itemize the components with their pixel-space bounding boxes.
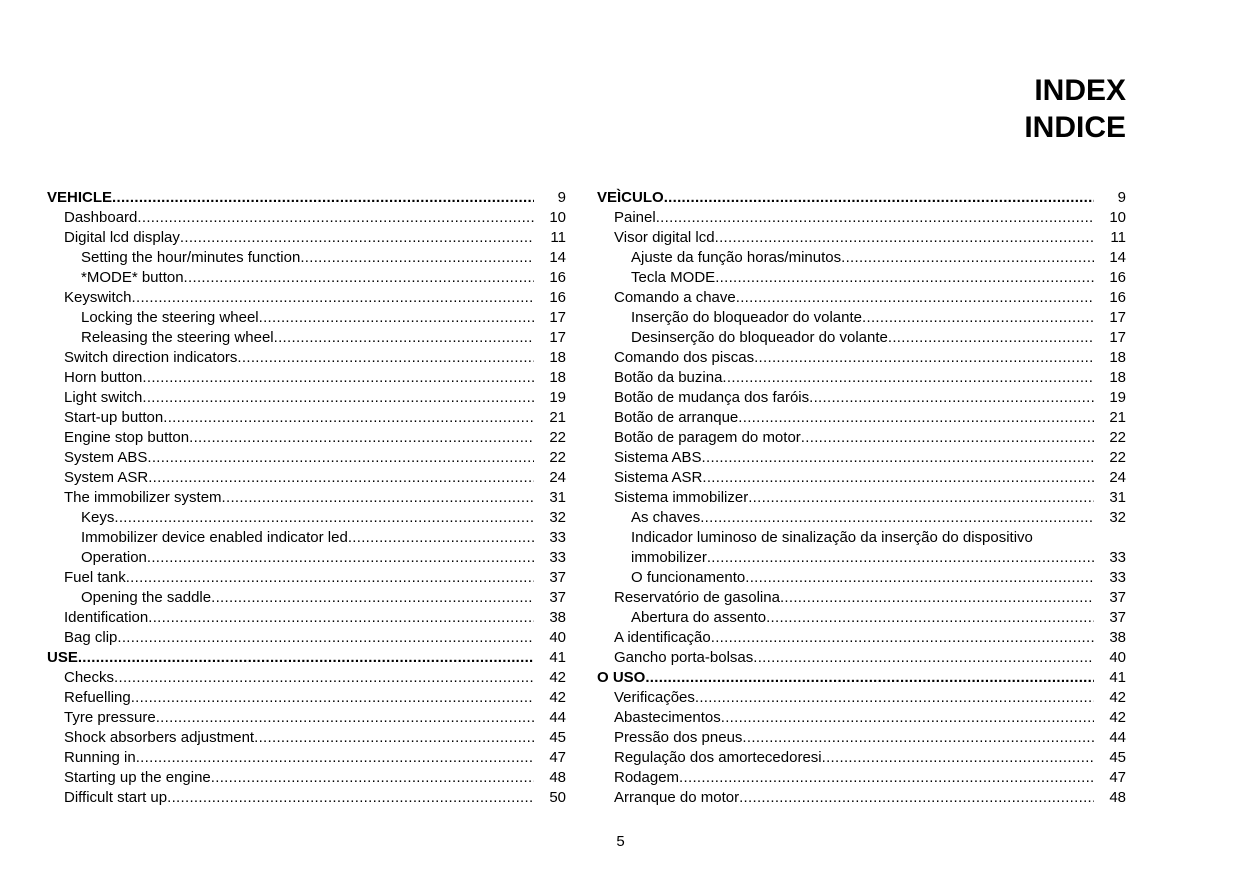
toc-entry-title: The immobilizer system — [64, 489, 222, 506]
toc-entry[interactable] — [47, 528, 566, 548]
toc-leader-dots — [664, 188, 1094, 208]
indice-title: INDICE — [1024, 111, 1126, 144]
toc-entry[interactable] — [597, 288, 1126, 308]
toc-entry-page: 33 — [549, 549, 566, 566]
toc-entry-title: Verificações — [614, 689, 695, 706]
toc-entry-page: 24 — [1109, 469, 1126, 486]
toc-leader-dots — [259, 308, 534, 328]
toc-leader-dots — [715, 228, 1094, 248]
toc-entry-page: 40 — [1109, 649, 1126, 666]
toc-entry-title: Releasing the steering wheel — [81, 329, 274, 346]
toc-entry-title: Botão da buzina — [614, 369, 723, 386]
toc-entry-page: 24 — [549, 469, 566, 486]
toc-entry[interactable] — [47, 208, 566, 228]
toc-leader-dots — [78, 648, 534, 668]
toc-entry[interactable] — [47, 768, 566, 788]
toc-entry-title: immobilizer — [631, 549, 707, 566]
toc-leader-dots — [348, 528, 534, 548]
toc-entry-page: 31 — [549, 489, 566, 506]
toc-leader-dots — [136, 748, 534, 768]
toc-entry[interactable] — [47, 348, 566, 368]
toc-entry-page: 37 — [1109, 589, 1126, 606]
toc-entry[interactable] — [47, 288, 566, 308]
toc-entry-title: Identification — [64, 609, 149, 626]
toc-leader-dots — [742, 728, 1094, 748]
toc-entry-title: Painel — [614, 209, 656, 226]
toc-entry-page: 42 — [549, 689, 566, 706]
toc-entry-page: 32 — [549, 509, 566, 526]
toc-entry-title: Indicador luminoso de sinalização da inserção do dispositivo — [631, 529, 1033, 546]
toc-entry-title: Botão de paragem do motor — [614, 429, 801, 446]
toc-entry-title: Difficult start up — [64, 789, 168, 806]
toc-entry[interactable] — [47, 708, 566, 728]
toc-leader-dots — [147, 448, 534, 468]
toc-entry[interactable] — [47, 728, 566, 748]
toc-entry-title: Immobilizer device enabled indicator led — [81, 529, 348, 546]
toc-entry-title: Reservatório de gasolina — [614, 589, 780, 606]
toc-entry[interactable] — [47, 788, 566, 808]
toc-entry[interactable] — [597, 748, 1126, 768]
toc-leader-dots — [189, 428, 534, 448]
toc-entry[interactable] — [597, 348, 1126, 368]
toc-entry-page: 40 — [549, 629, 566, 646]
toc-entry-title: Comando a chave — [614, 289, 736, 306]
toc-entry-page: 11 — [1110, 229, 1126, 246]
toc-leader-dots — [180, 228, 534, 248]
toc-entry-page: 22 — [549, 449, 566, 466]
toc-entry-page: 18 — [549, 349, 566, 366]
toc-entry[interactable] — [47, 368, 566, 388]
toc-entry-page: 16 — [1109, 289, 1126, 306]
toc-entry-page: 17 — [1109, 329, 1126, 346]
toc-entry[interactable] — [47, 488, 566, 508]
toc-entry[interactable] — [597, 388, 1126, 408]
toc-leader-dots — [862, 308, 1094, 328]
toc-leader-dots — [645, 668, 1094, 688]
toc-entry-title: A identificação — [614, 629, 711, 646]
toc-entry-title: Rodagem — [614, 769, 680, 786]
toc-entry-page: 16 — [1109, 269, 1126, 286]
toc-entry[interactable] — [47, 568, 566, 588]
toc-entry-title: Dashboard — [64, 209, 138, 226]
toc-entry[interactable] — [597, 408, 1126, 428]
toc-entry-page: 45 — [549, 729, 566, 746]
toc-leader-dots — [702, 448, 1094, 468]
toc-entry[interactable] — [597, 668, 1126, 688]
toc-entry-page: 44 — [549, 709, 566, 726]
toc-entry-page: 10 — [1109, 209, 1126, 226]
toc-entry[interactable] — [47, 588, 566, 608]
toc-entry-page: 21 — [1109, 409, 1126, 426]
toc-leader-dots — [184, 268, 534, 288]
toc-entry-page: 41 — [1109, 669, 1126, 686]
page-titles — [1024, 72, 1126, 146]
index-column-portuguese — [597, 188, 1126, 808]
toc-leader-dots — [126, 568, 534, 588]
toc-entry-page: 22 — [1109, 449, 1126, 466]
toc-entry-page: 47 — [1109, 769, 1126, 786]
toc-entry-page: 48 — [1109, 789, 1126, 806]
toc-entry-page: 38 — [549, 609, 566, 626]
toc-entry[interactable] — [47, 648, 566, 668]
toc-entry-page: 33 — [1109, 569, 1126, 586]
toc-entry-page: 10 — [549, 209, 566, 226]
toc-entry-title: Sistema immobilizer — [614, 489, 749, 506]
toc-entry-page: 17 — [549, 329, 566, 346]
toc-leader-dots — [222, 488, 534, 508]
toc-entry-page: 14 — [1109, 249, 1126, 266]
toc-entry-page: 17 — [549, 309, 566, 326]
toc-entry-page: 21 — [549, 409, 566, 426]
toc-leader-dots — [715, 268, 1094, 288]
toc-entry-page: 33 — [1109, 549, 1126, 566]
index-column-english — [47, 188, 566, 808]
toc-entry[interactable] — [597, 508, 1126, 528]
toc-entry[interactable] — [47, 628, 566, 648]
toc-leader-dots — [702, 468, 1094, 488]
toc-leader-dots — [753, 648, 1094, 668]
toc-entry-page: 18 — [1109, 369, 1126, 386]
toc-entry[interactable] — [47, 428, 566, 448]
toc-entry-page: 33 — [549, 529, 566, 546]
toc-entry[interactable] — [47, 448, 566, 468]
toc-entry-page: 9 — [1117, 189, 1126, 206]
toc-leader-dots — [841, 248, 1094, 268]
toc-entry-title: Digital lcd display — [64, 229, 180, 246]
toc-entry-title: Switch direction indicators — [64, 349, 238, 366]
toc-entry-title: Starting up the engine — [64, 769, 211, 786]
toc-leader-dots — [809, 388, 1094, 408]
toc-leader-dots — [739, 788, 1094, 808]
toc-entry[interactable] — [597, 208, 1126, 228]
toc-leader-dots — [766, 608, 1094, 628]
toc-entry[interactable] — [597, 268, 1126, 288]
toc-leader-dots — [156, 708, 534, 728]
toc-leader-dots — [695, 688, 1094, 708]
toc-entry-title: System ABS — [64, 449, 148, 466]
toc-entry-page: 41 — [549, 649, 566, 666]
toc-leader-dots — [163, 408, 534, 428]
toc-entry[interactable] — [597, 608, 1126, 628]
toc-entry-title: Sistema ASR — [614, 469, 703, 486]
toc-entry-title: Abertura do assento — [631, 609, 767, 626]
toc-entry-page: 16 — [549, 269, 566, 286]
toc-entry-title: System ASR — [64, 469, 149, 486]
toc-leader-dots — [114, 668, 534, 688]
toc-leader-dots — [300, 248, 534, 268]
toc-leader-dots — [211, 768, 534, 788]
toc-entry-title: Engine stop button — [64, 429, 190, 446]
toc-entry-page: 37 — [549, 589, 566, 606]
toc-entry[interactable] — [597, 548, 1126, 568]
toc-entry-title: Botão de arranque — [614, 409, 739, 426]
toc-entry-title: Gancho porta-bolsas — [614, 649, 754, 666]
toc-leader-dots — [738, 408, 1094, 428]
toc-entry[interactable] — [597, 188, 1126, 208]
toc-entry-title: Refuelling — [64, 689, 131, 706]
index-title: INDEX — [1034, 74, 1126, 107]
toc-entry-title: Sistema ABS — [614, 449, 702, 466]
toc-entry-title: O USO — [597, 669, 646, 686]
toc-entry[interactable] — [597, 368, 1126, 388]
toc-entry[interactable] — [47, 668, 566, 688]
toc-entry-title: Comando dos piscas — [614, 349, 755, 366]
toc-entry-title: Tyre pressure — [64, 709, 156, 726]
toc-entry-page: 31 — [1109, 489, 1126, 506]
toc-entry-page: 11 — [550, 229, 566, 246]
toc-entry[interactable] — [597, 448, 1126, 468]
toc-entry-page: 9 — [557, 189, 566, 206]
toc-entry[interactable] — [47, 268, 566, 288]
toc-leader-dots — [700, 508, 1094, 528]
toc-entry[interactable] — [47, 748, 566, 768]
toc-entry[interactable] — [47, 688, 566, 708]
toc-entry-title: Locking the steering wheel — [81, 309, 259, 326]
toc-entry[interactable] — [597, 788, 1126, 808]
toc-entry[interactable] — [597, 648, 1126, 668]
toc-entry[interactable] — [597, 328, 1126, 348]
toc-leader-dots — [274, 328, 534, 348]
toc-entry-title: Botão de mudança dos faróis — [614, 389, 810, 406]
toc-entry[interactable] — [597, 768, 1126, 788]
toc-entry[interactable] — [597, 468, 1126, 488]
toc-entry[interactable] — [47, 388, 566, 408]
toc-entry-page: 44 — [1109, 729, 1126, 746]
toc-entry-title: Inserção do bloqueador do volante — [631, 309, 863, 326]
toc-entry[interactable] — [597, 528, 1126, 548]
toc-leader-dots — [888, 328, 1094, 348]
toc-entry-title: Bag clip — [64, 629, 118, 646]
toc-entry[interactable] — [47, 328, 566, 348]
toc-leader-dots — [167, 788, 534, 808]
toc-entry[interactable] — [597, 708, 1126, 728]
toc-entry[interactable] — [47, 188, 566, 208]
toc-entry-title: *MODE* button — [81, 269, 184, 286]
toc-entry[interactable] — [597, 308, 1126, 328]
toc-entry[interactable] — [597, 728, 1126, 748]
toc-entry[interactable] — [597, 588, 1126, 608]
toc-entry-page: 37 — [1109, 609, 1126, 626]
toc-leader-dots — [148, 608, 534, 628]
toc-entry[interactable] — [47, 468, 566, 488]
toc-leader-dots — [137, 208, 534, 228]
toc-leader-dots — [211, 588, 534, 608]
toc-entry-page: 19 — [1109, 389, 1126, 406]
toc-entry[interactable] — [597, 628, 1126, 648]
toc-leader-dots — [822, 748, 1094, 768]
toc-entry[interactable] — [47, 548, 566, 568]
toc-leader-dots — [142, 388, 534, 408]
toc-leader-dots — [745, 568, 1094, 588]
toc-entry-page: 47 — [549, 749, 566, 766]
toc-leader-dots — [801, 428, 1094, 448]
toc-leader-dots — [142, 368, 534, 388]
toc-entry-title: Tecla MODE — [631, 269, 716, 286]
toc-entry-title: Shock absorbers adjustment — [64, 729, 255, 746]
toc-entry-title: Abastecimentos — [614, 709, 721, 726]
toc-leader-dots — [254, 728, 534, 748]
toc-entry-title: VEÌCULO — [597, 189, 664, 206]
toc-entry-title: Running in — [64, 749, 136, 766]
toc-entry-page: 48 — [549, 769, 566, 786]
toc-entry[interactable] — [597, 228, 1126, 248]
toc-entry-title: Start-up button — [64, 409, 164, 426]
toc-entry-title: Setting the hour/minutes function — [81, 249, 301, 266]
toc-entry-title: Arranque do motor — [614, 789, 740, 806]
toc-leader-dots — [131, 688, 534, 708]
toc-entry-page: 42 — [549, 669, 566, 686]
toc-entry-title: Checks — [64, 669, 115, 686]
toc-leader-dots — [148, 468, 534, 488]
toc-entry-page: 42 — [1109, 709, 1126, 726]
toc-entry[interactable] — [597, 488, 1126, 508]
toc-entry-page: 50 — [549, 789, 566, 806]
toc-leader-dots — [114, 508, 534, 528]
toc-leader-dots — [736, 288, 1094, 308]
toc-entry-title: Desinserção do bloqueador do volante — [631, 329, 888, 346]
toc-entry[interactable] — [47, 608, 566, 628]
toc-entry-page: 37 — [549, 569, 566, 586]
toc-entry-title: Fuel tank — [64, 569, 126, 586]
toc-entry-title: Visor digital lcd — [614, 229, 715, 246]
toc-entry-page: 17 — [1109, 309, 1126, 326]
toc-leader-dots — [237, 348, 534, 368]
toc-entry-title: VEHICLE — [47, 189, 113, 206]
toc-entry[interactable] — [47, 248, 566, 268]
toc-entry[interactable] — [47, 228, 566, 248]
toc-entry[interactable] — [47, 308, 566, 328]
toc-leader-dots — [754, 348, 1094, 368]
toc-leader-dots — [707, 548, 1094, 568]
toc-leader-dots — [132, 288, 534, 308]
toc-leader-dots — [711, 628, 1094, 648]
toc-entry-title: Operation — [81, 549, 147, 566]
toc-entry-page: 14 — [549, 249, 566, 266]
toc-entry[interactable] — [597, 248, 1126, 268]
toc-entry-title: Regulação dos amortecedoresi — [614, 749, 822, 766]
toc-leader-dots — [112, 188, 534, 208]
toc-entry[interactable] — [47, 508, 566, 528]
toc-entry-page: 22 — [549, 429, 566, 446]
toc-entry-title: USE — [47, 649, 78, 666]
toc-leader-dots — [656, 208, 1094, 228]
toc-leader-dots — [780, 588, 1094, 608]
toc-leader-dots — [147, 548, 534, 568]
toc-entry-page: 18 — [549, 369, 566, 386]
toc-entry-title: O funcionamento — [631, 569, 746, 586]
toc-entry[interactable] — [597, 568, 1126, 588]
toc-entry-title: Horn button — [64, 369, 143, 386]
toc-entry[interactable] — [597, 688, 1126, 708]
toc-entry-title: Ajuste da função horas/minutos — [631, 249, 842, 266]
toc-leader-dots — [721, 708, 1094, 728]
toc-entry-page: 32 — [1109, 509, 1126, 526]
toc-entry[interactable] — [597, 428, 1126, 448]
toc-entry-title: Light switch — [64, 389, 143, 406]
toc-entry-page: 45 — [1109, 749, 1126, 766]
toc-entry-page: 22 — [1109, 429, 1126, 446]
page-number: 5 — [616, 833, 625, 850]
toc-entry-page: 16 — [549, 289, 566, 306]
toc-leader-dots — [748, 488, 1094, 508]
toc-entry-page: 18 — [1109, 349, 1126, 366]
toc-entry-page: 42 — [1109, 689, 1126, 706]
toc-entry-page: 38 — [1109, 629, 1126, 646]
toc-leader-dots — [679, 768, 1094, 788]
toc-leader-dots — [722, 368, 1094, 388]
toc-entry-title: As chaves — [631, 509, 701, 526]
toc-entry-title: Keyswitch — [64, 289, 132, 306]
toc-entry-title: Pressão dos pneus — [614, 729, 743, 746]
toc-entry[interactable] — [47, 408, 566, 428]
toc-entry-title: Keys — [81, 509, 115, 526]
toc-entry-page: 19 — [549, 389, 566, 406]
toc-entry-title: Opening the saddle — [81, 589, 212, 606]
toc-leader-dots — [117, 628, 534, 648]
